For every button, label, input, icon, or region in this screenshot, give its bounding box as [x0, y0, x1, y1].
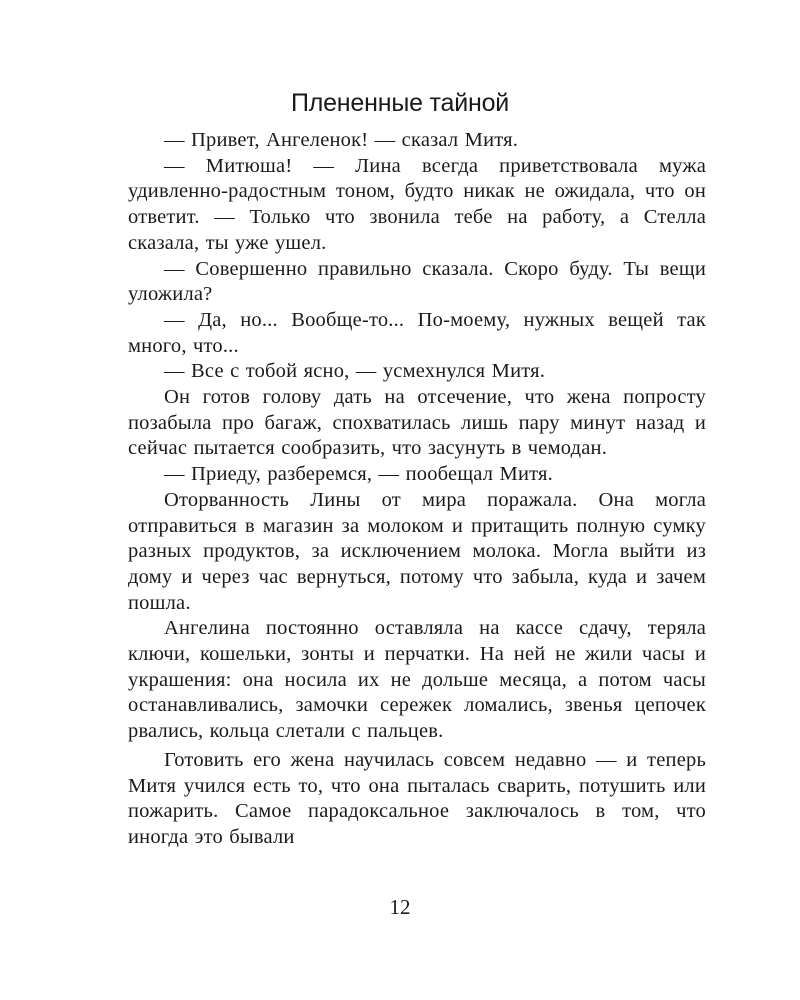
paragraph: Он готов голову дать на отсечение, что жена попросту позабыла про багаж, спохватилась лишь пару минут назад и сейчас пытается сообразить, что засунуть в чемодан.: [128, 386, 706, 460]
paragraph: — Все с тобой ясно, — усмехнулся Митя.: [164, 360, 546, 383]
paragraph: Оторванность Лины от мира поражала. Она могла отправиться в магазин за молоком и притащить полную сумку разных продуктов, за исключением молока. Могла выйти из дому и через час вернуться, потому что забыла, куда и зачем пошла.: [128, 488, 706, 614]
paragraph: — Совершенно правильно сказала. Скоро буду. Ты вещи уложила?: [128, 257, 706, 306]
running-head-title: Плененные тайной: [290, 89, 510, 117]
paragraph: — Да, но... Вообще-то... По-моему, нужных вещей так много, что...: [128, 308, 706, 357]
paragraph: — Привет, Ангеленок! — сказал Митя.: [164, 129, 519, 151]
paragraph: Ангелина постоянно оставляла на кассе сдачу, теряла ключи, кошельки, зонты и перчатки. На ней не жили часы и украшения: она носила их не дольше месяца, а потом часы останавливались, замочки сережек ломались, звенья цепочек рвались, кольца слетали с пальцев.: [128, 617, 706, 743]
paragraph: — Приеду, разберемся, — пообещал Митя.: [164, 463, 553, 486]
paragraph: Готовить его жена научилась совсем недавно — и теперь Митя учился есть то, что она пыталась сварить, потушить или пожарить. Самое парадоксальное заключалось в том, что иногда это бывали: [128, 748, 706, 848]
page-number: 12: [389, 895, 411, 919]
body-text: [128, 128, 706, 851]
paragraph: — Митюша! — Лина всегда приветствовала мужа удивленно-радостным тоном, будто никак не ожидала, что он ответит. — Только что звонила тебе на работу, а Стелла сказала, ты уже ушел.: [128, 154, 706, 254]
